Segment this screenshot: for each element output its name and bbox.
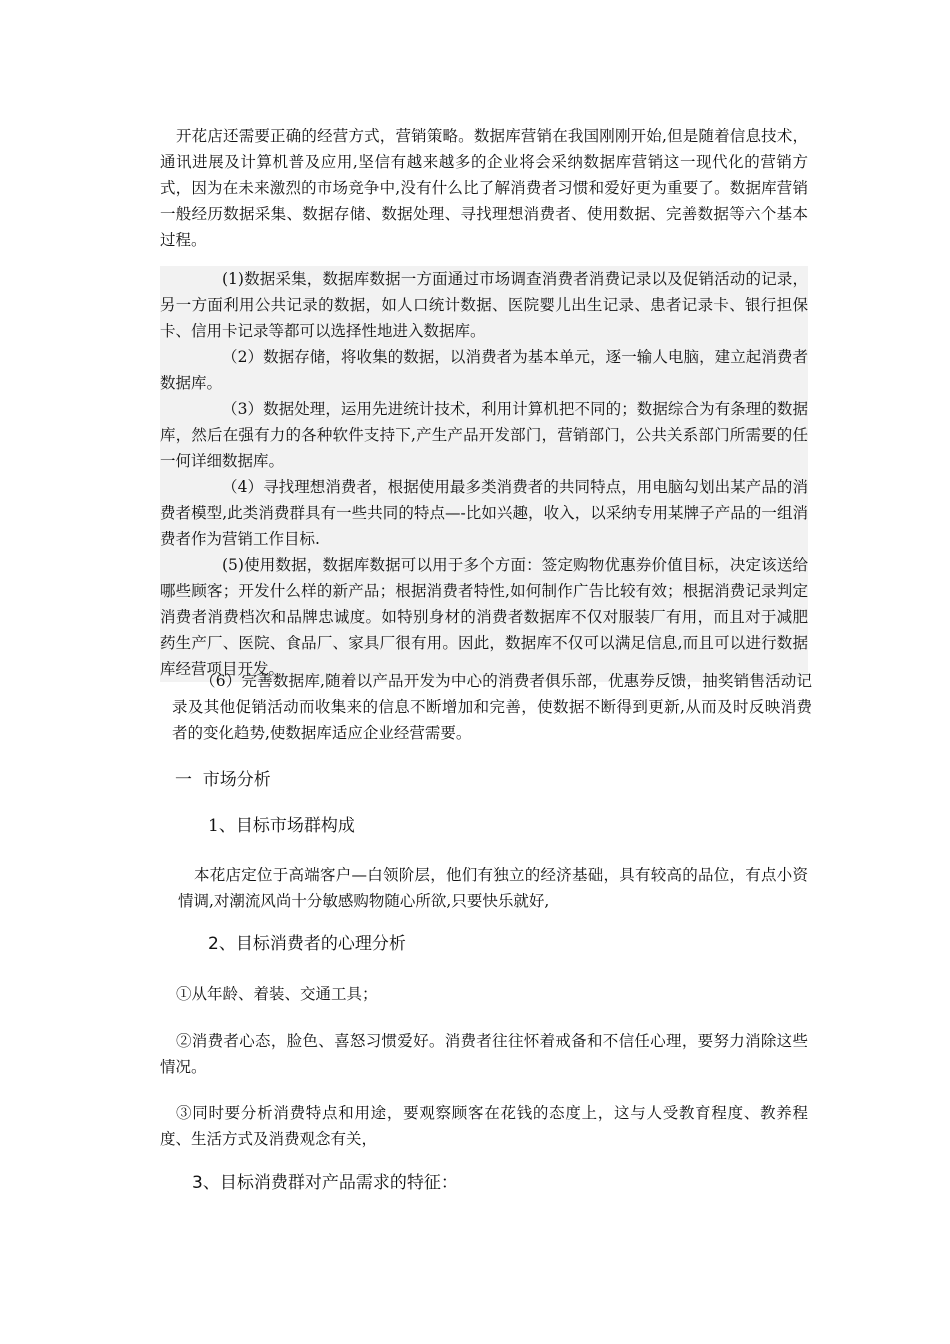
step-3: （3）数据处理，运用先进统计技术，利用计算机把不同的；数据综合为有条理的数据库，然后在强有力的各种软件支持下,产生产品开发部门，营销部门，公共关系部门所需要的任一何详细数据库。 — [160, 400, 808, 470]
step-2: （2）数据存储，将收集的数据，以消费者为基本单元，逐一输人电脑，建立起消费者数据库。 — [160, 348, 808, 392]
section-heading: 一 市场分析 — [175, 770, 271, 790]
list-item: ①从年龄、着装、交通工具； — [176, 985, 378, 1003]
step-4: （4）寻找理想消费者，根据使用最多类消费者的共同特点，用电脑勾划出某产品的消费者模型,此类消费群具有一些共同的特点—-比如兴趣，收入，以采纳专用某牌子产品的一组消费者作为营销工作目标. — [160, 478, 808, 548]
list-item: ②消费者心态，脸色、喜怒习惯爱好。消费者往往怀着戒备和不信任心理，要努力消除这些情况。 — [160, 1032, 808, 1076]
step-5: (5)使用数据，数据库数据可以用于多个方面：签定购物优惠券价值目标，决定该送给哪些顾客；开发什么样的新产品；根据消费者特性,如何制作广告比较有效；根据消费记录判定消费者消费档次和品牌忠诚度。如特别身材的消费者数据库不仅对服装厂有用，而且对于减肥药生产厂、医院、食品厂、家具厂很有用。因此，数据库不仅可以满足信息,而且可以进行数据库经营项目开发。 — [160, 556, 808, 678]
list-item: ③同时要分析消费特点和用途，要观察顾客在花钱的态度上，这与人受教育程度、教养程度、生活方式及消费观念有关， — [160, 1104, 808, 1148]
subheading-demand-features: 3、目标消费群对产品需求的特征： — [192, 1173, 458, 1193]
subheading-target-market: 1、目标市场群构成 — [208, 816, 355, 836]
target-market-paragraph: 本花店定位于高端客户—白领阶层，他们有独立的经济基础，具有较高的品位，有点小资情调,对潮流风尚十分敏感购物随心所欲,只要快乐就好, — [178, 866, 808, 910]
step-6: （6）完善数据库,随着以产品开发为中心的消费者俱乐部，优惠券反馈，抽奖销售活动记录及其他促销活动而收集来的信息不断增加和完善，使数据不断得到更新,从而及时反映消费者的变化趋势,使数据库适应企业经营需要。 — [172, 672, 812, 742]
step-1: (1)数据采集，数据库数据一方面通过市场调查消费者消费记录以及促销活动的记录，另一方面利用公共记录的数据，如人口统计数据、医院婴儿出生记录、患者记录卡、银行担保卡、信用卡记录等都可以选择性地进入数据库。 — [160, 270, 808, 340]
subheading-consumer-psychology: 2、目标消费者的心理分析 — [208, 934, 406, 954]
data-process-steps — [160, 266, 808, 682]
intro-paragraph: 开花店还需要正确的经营方式，营销策略。数据库营销在我国刚刚开始,但是随着信息技术，通讯进展及计算机普及应用,坚信有越来越多的企业将会采纳数据库营销这一现代化的营销方式，因为在未来激烈的市场竞争中,没有什么比了解消费者习惯和爱好更为重要了。数据库营销一般经历数据采集、数据存储、数据处理、寻找理想消费者、使用数据、完善数据等六个基本过程。 — [160, 127, 808, 249]
